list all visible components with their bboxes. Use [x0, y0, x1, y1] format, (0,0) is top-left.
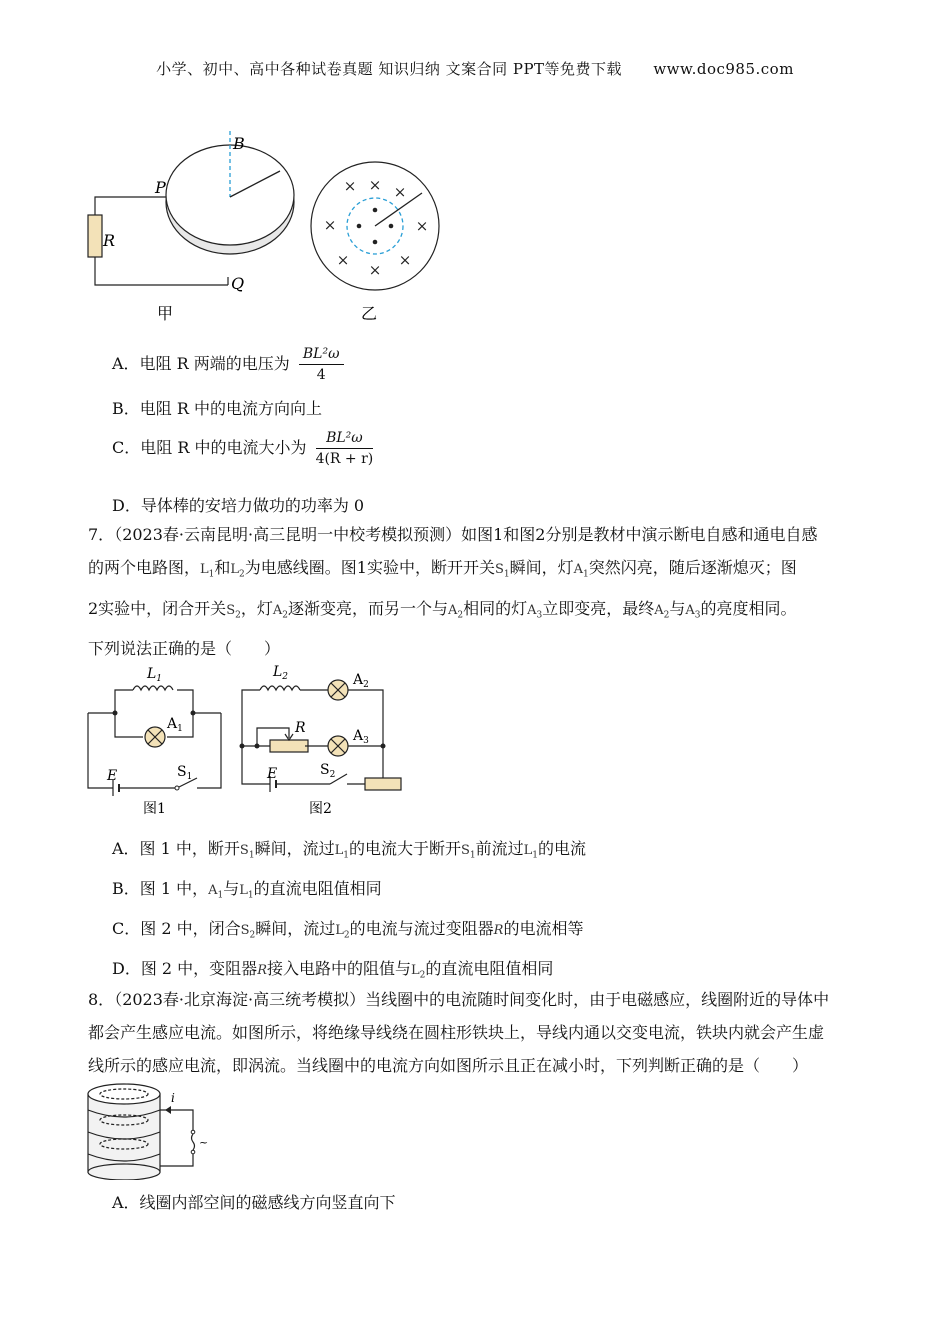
fraction-a: $\frac{\text{BL²ω}}{4}$ [299, 346, 344, 383]
q7-option-d[interactable]: D．图 2 中，变阻器R接入电路中的阻值与$L_2$的直流电阻值相同 [112, 959, 554, 981]
svg-text:A2: $A_2$ [353, 672, 369, 690]
svg-text:S1: $S_1$ [177, 764, 193, 782]
q8-line3: 线所示的感应电流，即涡流。当线圈中的电流方向如图所示且正在减小时，下列判断正确的是（ ） [88, 1056, 809, 1075]
figure-self-inductance-circuits [85, 660, 415, 820]
q8-line1: 8．（2023春·北京海淀·高三统考模拟）当线圈中的电流随时间变化时，由于电磁感应，线圈附近的导体中 [88, 990, 830, 1009]
q6-option-c[interactable]: C．电阻 R 中的电流大小为 $\frac{\text{BL²ω}}{4(R + r)}$ [112, 430, 374, 467]
resistor-R [88, 215, 102, 257]
q7-line1: 7．（2023春·云南昆明·高三昆明一中校考模拟预测）如图1和图2分别是教材中演示断电自感和通电自感 [88, 525, 818, 544]
question-8 [88, 983, 878, 1082]
svg-text:×: × [415, 217, 429, 235]
svg-text:R: R [295, 720, 306, 736]
figure-disk-generator [85, 125, 465, 330]
fig1-label: 图1 [143, 801, 166, 817]
q8-line2: 都会产生感应电流。如图所示，将绝缘导线绕在圆柱形铁块上，导线内通以交变电流，铁块内就会产生虚 [88, 1023, 825, 1042]
header-text: 小学、初中、高中各种试卷真题 知识归纳 文案合同 PPT等免费下载 [156, 60, 623, 78]
svg-text:×: × [393, 183, 407, 201]
q8-option-a[interactable]: A．线圈内部空间的磁感线方向竖直向下 [112, 1193, 396, 1212]
label-Q: Q [231, 274, 245, 293]
label-P: P [155, 178, 166, 197]
fraction-c: $\frac{\text{BL²ω}}{4(R + r)}$ [315, 430, 374, 467]
label-current-i: i [171, 1091, 175, 1105]
svg-text:L2: $L_2$ [273, 664, 289, 682]
header-url[interactable]: www.doc985.com [653, 60, 794, 78]
svg-text:×: × [368, 261, 382, 279]
cross-marks [324, 176, 429, 279]
svg-text:E: E [267, 766, 278, 782]
label-R: R [103, 231, 116, 250]
svg-text:×: × [343, 177, 357, 195]
question-7 [88, 518, 878, 665]
q6-option-a[interactable]: A．电阻 R 两端的电压为 $\frac{\text{BL²ω}}{4}$ [112, 346, 344, 383]
fig2-label: 图2 [309, 801, 332, 817]
q6-option-b[interactable]: B．电阻 R 中的电流方向向上 [112, 399, 322, 418]
q7-line3: 2实验中，闭合开关$S_2$，灯$A_2$逐渐变亮，而另一个与$A_2$相同的灯$A_3$立即变亮，最终$A_2$与$A_3$的亮度相同。 [88, 598, 797, 621]
q6-option-d[interactable]: D．导体棒的安培力做功的功率为 0 [112, 496, 365, 515]
label-B: B [233, 134, 245, 153]
svg-text:E: E [107, 768, 118, 784]
svg-text:×: × [398, 251, 412, 269]
label-ac-source: ~ [199, 1136, 209, 1149]
page-header [0, 58, 950, 79]
figure-eddy-current-coil [85, 1082, 215, 1180]
svg-text:×: × [368, 176, 382, 194]
label-jia: 甲 [157, 304, 174, 323]
svg-text:×: × [336, 251, 350, 269]
svg-text:L1: $L_1$ [147, 666, 163, 684]
svg-text:×: × [323, 216, 337, 234]
q7-line2: 的两个电路图，$L_1$和$L_2$为电感线圈。图1实验中，断开开关$S_1$瞬间，灯$A_1$突然闪亮，随后逐渐熄灭；图 [88, 558, 797, 580]
q7-option-b[interactable]: B．图 1 中，$A_1$与$L_1$的直流电阻值相同 [112, 879, 382, 901]
q7-option-a[interactable]: A．图 1 中，断开$S_1$瞬间，流过$L_1$的电流大于断开$S_1$前流过$L_1$的电流 [112, 839, 587, 861]
label-yi: 乙 [361, 304, 378, 323]
q7-option-c[interactable]: C．图 2 中，闭合$S_2$瞬间，流过$L_2$的电流与流过变阻器R的电流相等 [112, 919, 584, 941]
svg-text:S2: $S_2$ [320, 762, 336, 780]
svg-text:A3: $A_3$ [353, 728, 369, 746]
q7-line4: 下列说法正确的是（ ） [88, 639, 281, 659]
svg-text:A1: $A_1$ [167, 716, 183, 734]
